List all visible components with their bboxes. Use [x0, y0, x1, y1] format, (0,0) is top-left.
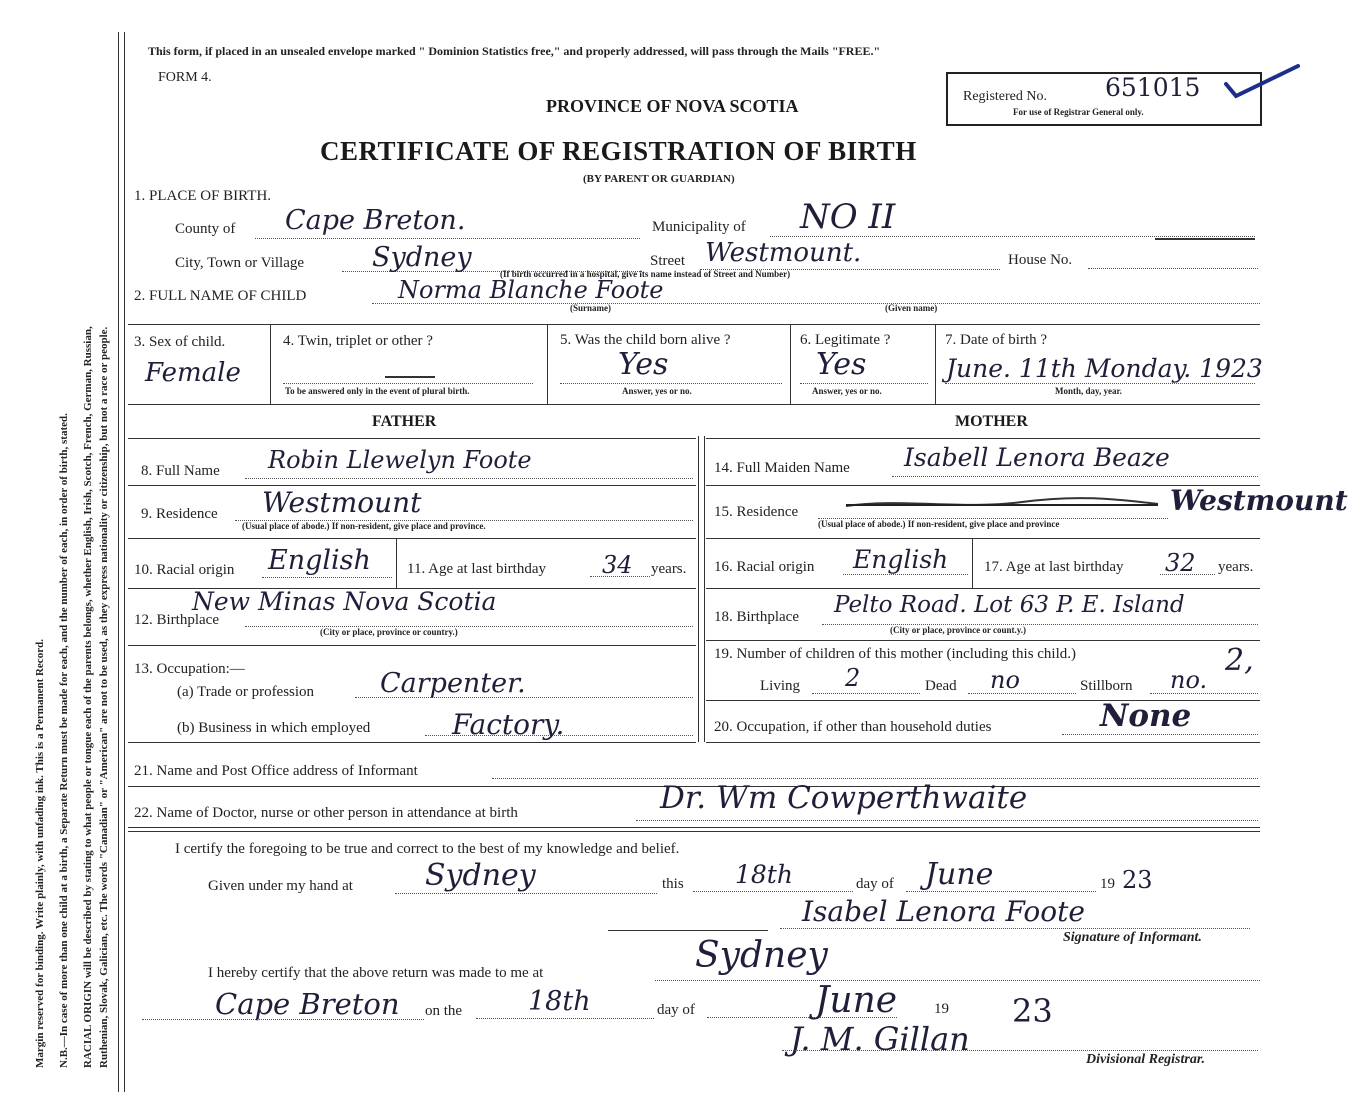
living-line	[812, 693, 920, 694]
county-line	[255, 238, 640, 239]
given-place-value: Sydney	[425, 858, 536, 893]
margin-note-racial-origin: RACIAL ORIGIN will be described by stating to what people or tongue each of the parents belongs, whether English, Irish, Scotch, French, German, Russian,	[82, 326, 94, 1068]
father-name-label: 8. Full Name	[141, 463, 220, 479]
occupation-label: 13. Occupation:—	[134, 661, 245, 677]
street-value: Westmount.	[705, 238, 862, 268]
father-name-line	[245, 478, 693, 479]
living-value: 2	[845, 664, 861, 692]
legitimate-line	[800, 383, 928, 384]
municipality-value: NO II	[800, 197, 896, 237]
trade-value: Carpenter.	[380, 668, 526, 699]
mother-occupation-value: None	[1100, 698, 1192, 734]
municipality-label: Municipality of	[652, 219, 746, 235]
registrar-on-the-label: on the	[425, 1003, 463, 1019]
given-this-label: this	[662, 876, 684, 892]
mother-birthplace-line	[822, 624, 1258, 625]
sex-value: Female	[145, 358, 241, 388]
informant-signature-label: Signature of Informant.	[1063, 930, 1202, 945]
given-month-value: June	[925, 857, 994, 892]
province-heading: PROVINCE OF NOVA SCOTIA	[546, 96, 799, 116]
left-border-line	[118, 32, 119, 1092]
informant-signature-line-left	[608, 930, 768, 931]
given-under-label: Given under my hand at	[208, 878, 353, 894]
registrar-county-line	[142, 1019, 424, 1020]
registrar-county-value: Cape Breton	[215, 987, 400, 1021]
legitimate-value: Yes	[816, 347, 867, 382]
house-label: House No.	[1008, 252, 1073, 268]
registrar-signature-label: Divisional Registrar.	[1086, 1052, 1206, 1067]
registrar-year-value: 23	[1012, 992, 1053, 1030]
father-birthplace-note: (City or place, province or country.)	[320, 627, 458, 637]
occupation-bottom	[128, 742, 696, 743]
mother-race-divider	[972, 538, 973, 588]
county-label: County of	[175, 221, 236, 237]
twin-note: To be answered only in the event of plural birth.	[285, 386, 470, 396]
municipality-dash	[1155, 238, 1255, 240]
child-name-label: 2. FULL NAME OF CHILD	[134, 288, 307, 304]
mother-heading: MOTHER	[955, 413, 1028, 430]
parents-top-line-right	[706, 438, 1260, 439]
father-heading: FATHER	[372, 413, 437, 430]
margin-note-binding: Margin reserved for binding. Write plainly, with unfading ink. This is a Permanent Record.	[34, 639, 46, 1068]
dob-value: June. 11th Monday. 1923	[946, 354, 1263, 383]
given-year-value: 23	[1122, 866, 1153, 894]
given-day-of-label: day of	[856, 876, 894, 892]
registrar-day-of-label: day of	[657, 1002, 695, 1018]
father-age-value: 34	[602, 551, 633, 579]
stillborn-label: Stillborn	[1080, 678, 1133, 694]
mother-birthplace-value: Pelto Road. Lot 63 P. E. Island	[834, 592, 1185, 618]
mother-name-line	[892, 476, 1258, 477]
place-of-birth-heading: 1. PLACE OF BIRTH.	[134, 188, 272, 204]
mother-name-value: Isabell Lenora Beaze	[904, 443, 1170, 472]
father-residence-note: (Usual place of abode.) If non-resident, give place and province.	[242, 521, 486, 531]
dead-value: no	[990, 666, 1020, 694]
parents-divider-a	[698, 436, 699, 742]
father-age-unit: years.	[651, 561, 687, 577]
alive-label: 5. Was the child born alive ?	[560, 332, 731, 348]
father-residence-label: 9. Residence	[141, 506, 218, 522]
informant-certify-text: I certify the foregoing to be true and correct to the best of my knowledge and belief.	[175, 841, 680, 857]
dob-label: 7. Date of birth ?	[945, 332, 1048, 348]
row3-divider-2	[547, 324, 548, 404]
registered-number: 651015	[1105, 73, 1201, 102]
mother-residence-value: Westmount	[1170, 484, 1348, 517]
city-value: Sydney	[372, 242, 472, 273]
alive-value: Yes	[618, 347, 669, 382]
given-day-value: 18th	[735, 860, 793, 889]
living-label: Living	[760, 678, 800, 694]
father-row9-bottom	[128, 538, 696, 539]
row3-top-line	[128, 324, 1260, 325]
registrar-note: For use of Registrar General only.	[1013, 107, 1144, 117]
dead-label: Dead	[925, 678, 957, 694]
mother-birthplace-label: 18. Birthplace	[714, 609, 799, 625]
twin-dash	[385, 376, 435, 378]
row3-divider-3	[790, 324, 791, 404]
mother-occupation-line	[1062, 734, 1258, 735]
doctor-value: Dr. Wm Cowperthwaite	[660, 780, 1028, 816]
registrar-signature-line	[782, 1050, 1258, 1051]
father-birthplace-value: New Minas Nova Scotia	[192, 587, 497, 616]
doctor-row-bottom-a	[128, 827, 1260, 828]
county-value: Cape Breton.	[285, 205, 466, 236]
registrar-signature: J. M. Gillan	[790, 1020, 970, 1058]
parents-divider-b	[704, 436, 705, 742]
surname-note: (Surname)	[570, 303, 611, 313]
mother-name-label: 14. Full Maiden Name	[714, 460, 850, 476]
father-race-label: 10. Racial origin	[134, 562, 235, 578]
certificate-subtitle: (BY PARENT OR GUARDIAN)	[583, 173, 735, 185]
registrar-certify-label: I hereby certify that the above return was made to me at	[208, 965, 544, 981]
mother-row16-bottom	[706, 588, 1260, 589]
given-name-note: (Given name)	[885, 303, 938, 313]
mother-row18-bottom	[706, 640, 1260, 641]
registrar-place-value: Sydney	[695, 935, 828, 976]
registrar-place-line	[655, 980, 1260, 981]
trade-label: (a) Trade or profession	[177, 684, 315, 700]
struck-address-mark	[842, 492, 1162, 516]
child-name-value: Norma Blanche Foote	[398, 276, 664, 304]
informant-signature-line	[780, 928, 1250, 929]
mother-age-label: 17. Age at last birthday	[984, 559, 1124, 575]
street-note: (If birth occurred in a hospital, give its name instead of Street and Number)	[500, 269, 791, 279]
mother-birthplace-note: (City or place, province or count.y.)	[890, 625, 1026, 635]
margin-note-multiple-births: N.B.—In case of more than one child at a birth, a Separate Return must be made for each, and the number of each, in order of birth, stated.	[58, 413, 70, 1068]
row3-divider-4	[935, 324, 936, 404]
left-border-line-inner	[124, 32, 125, 1092]
mother-age-unit: years.	[1218, 559, 1254, 575]
dob-note: Month, day, year.	[1055, 386, 1122, 396]
given-year-prefix: 19	[1100, 876, 1115, 892]
stillborn-value: no.	[1170, 666, 1208, 694]
parents-top-line-left	[128, 438, 696, 439]
informant-address-label: 21. Name and Post Office address of Informant	[134, 763, 418, 779]
father-birthplace-line	[245, 626, 693, 627]
mother-row15-bottom	[706, 538, 1260, 539]
registered-label: Registered No.	[963, 89, 1047, 104]
doctor-label: 22. Name of Doctor, nurse or other person in attendance at birth	[134, 805, 518, 821]
mother-race-label: 16. Racial origin	[714, 559, 815, 575]
city-label: City, Town or Village	[175, 255, 305, 271]
father-residence-value: Westmount	[262, 486, 422, 519]
alive-note: Answer, yes or no.	[622, 386, 692, 396]
registrar-year-prefix: 19	[934, 1001, 949, 1017]
checkmark-icon	[1222, 62, 1302, 102]
registrar-day-line	[476, 1018, 654, 1019]
mother-residence-label: 15. Residence	[714, 504, 799, 520]
mother-row20-bottom	[706, 742, 1260, 743]
business-value: Factory.	[452, 708, 565, 741]
house-line	[1088, 268, 1258, 269]
row3-divider-1	[270, 324, 271, 404]
given-day-line	[693, 891, 853, 892]
doctor-line	[636, 820, 1258, 821]
father-race-divider	[396, 538, 397, 588]
legitimate-note: Answer, yes or no.	[812, 386, 882, 396]
street-label: Street	[650, 253, 685, 269]
legitimate-label: 6. Legitimate ?	[800, 332, 891, 348]
father-age-label: 11. Age at last birthday	[407, 561, 546, 577]
given-place-line	[395, 893, 657, 894]
registrar-month-value: June	[815, 980, 898, 1021]
father-race-value: English	[268, 545, 371, 576]
alive-line	[560, 383, 782, 384]
father-row12-bottom	[128, 645, 696, 646]
margin-note-racial-examples: Ruthenian, Slovak, Galician, etc. The words "Canadian" or "American" are not to be used, as they express nationality or citizenship, but not a race or people.	[98, 326, 110, 1068]
twin-line	[283, 383, 533, 384]
father-name-value: Robin Llewelyn Foote	[268, 446, 532, 474]
father-race-line	[262, 577, 392, 578]
children-count-value: 2,	[1225, 643, 1254, 678]
sex-label: 3. Sex of child.	[134, 334, 226, 350]
form-number: FORM 4.	[158, 70, 212, 85]
informant-signature: Isabel Lenora Foote	[802, 895, 1085, 928]
dead-line	[968, 693, 1076, 694]
certificate-title: CERTIFICATE OF REGISTRATION OF BIRTH	[320, 136, 917, 166]
mother-age-value: 32	[1165, 549, 1196, 577]
children-count-label: 19. Number of children of this mother (including this child.)	[714, 646, 1077, 662]
mother-race-line	[843, 574, 968, 575]
informant-address-line	[492, 778, 1258, 779]
row3-bottom-line	[128, 404, 1260, 405]
twin-label: 4. Twin, triplet or other ?	[283, 333, 433, 349]
doctor-row-bottom-b	[128, 831, 1260, 832]
mail-notice: This form, if placed in an unsealed envelope marked " Dominion Statistics free," and properly addressed, will pass through the Mails "FREE."	[148, 44, 881, 58]
business-label: (b) Business in which employed	[177, 720, 371, 736]
father-birthplace-label: 12. Birthplace	[134, 612, 219, 628]
mother-occupation-label: 20. Occupation, if other than household duties	[714, 719, 992, 735]
mother-race-value: English	[853, 545, 949, 574]
dob-line	[945, 383, 1255, 384]
registrar-day-value: 18th	[528, 986, 591, 1017]
mother-residence-note: (Usual place of abode.) If non-resident, give place and province	[818, 519, 1060, 529]
